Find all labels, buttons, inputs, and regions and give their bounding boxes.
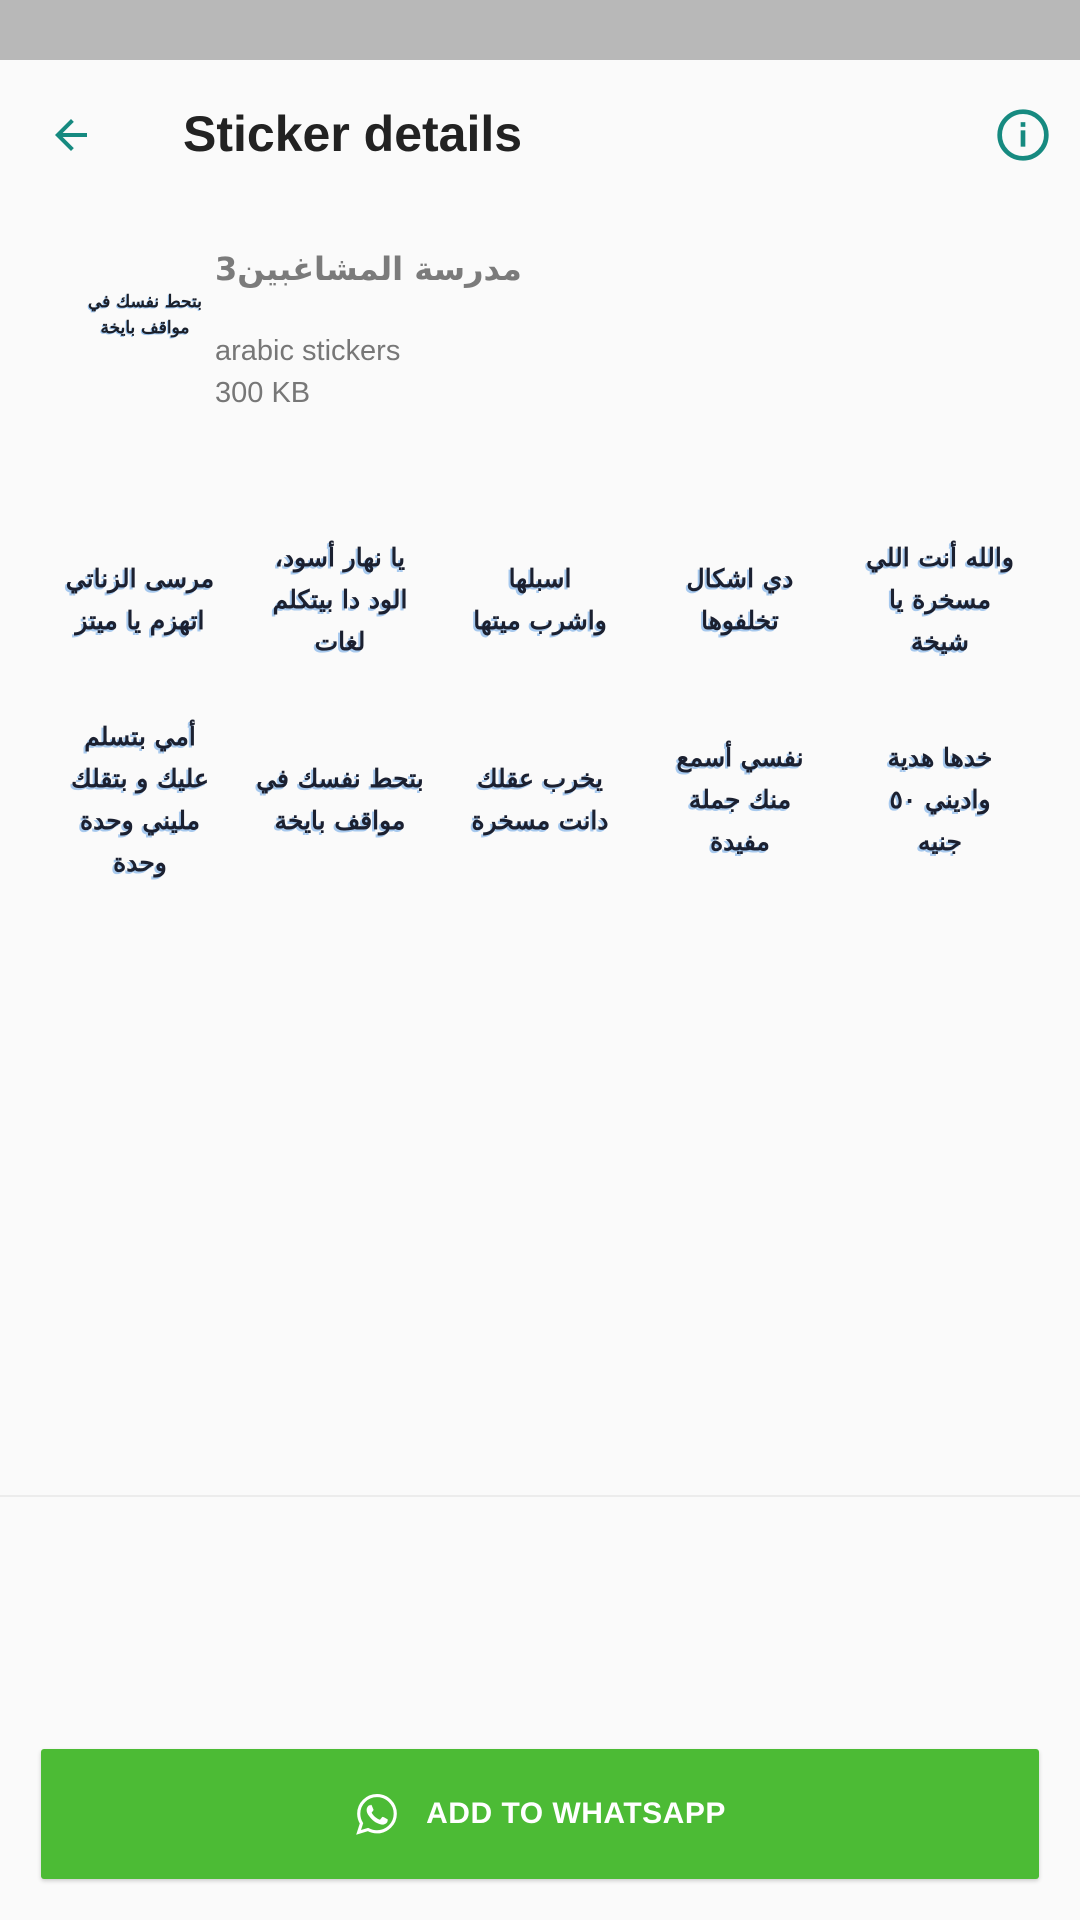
add-to-whatsapp-label: ADD TO WHATSAPP [426,1797,726,1830]
sticker-item[interactable] [640,500,840,700]
sticker-text: دي اشكال تخلفوها [686,564,794,635]
sticker-text: والله أنت اللي مسخرة يا شيخة [866,543,1014,656]
sticker-text: نفسي أسمع منك جملة مفيدة [676,743,804,856]
pack-tray-image [70,260,220,370]
arrow-back-icon [47,111,95,159]
sticker-item[interactable] [40,700,240,900]
page-title: Sticker details [183,106,523,162]
sticker-item[interactable] [640,700,840,900]
status-bar [0,0,1080,60]
sticker-text: يا نهار أسود، الود دا بيتكلم لغات [272,543,408,656]
info-icon [995,107,1051,163]
pack-header [0,230,1080,430]
pack-publisher: arabic stickers [215,335,401,367]
pack-name: مدرسة المشاغبين3 [215,250,522,288]
sticker-text: مرسى الزناتي اتهزم يا ميتز [65,564,215,635]
pack-size: 300 KB [215,377,311,409]
info-button[interactable] [988,100,1058,170]
sticker-item[interactable] [840,500,1040,700]
sticker-text: يخرب عقلك دانت مسخرة [471,764,609,835]
sticker-text: خدها هدية واديني ٥٠ جنيه [887,743,993,856]
sticker-text: بتحط نفسك في مواقف بايخة [256,764,424,835]
sticker-grid [40,500,1040,900]
app-bar [0,60,1080,210]
whatsapp-icon [354,1791,400,1837]
sticker-item[interactable] [440,700,640,900]
divider [0,1495,1080,1497]
sticker-item[interactable] [40,500,240,700]
sticker-text: اسبلها واشرب ميتها [473,564,607,635]
sticker-item[interactable] [240,700,440,900]
sticker-item[interactable] [440,500,640,700]
back-button[interactable] [36,100,106,170]
sticker-item[interactable] [240,500,440,700]
add-to-whatsapp-button[interactable] [41,1749,1039,1879]
sticker-text: أمي بتسلم عليك و بتقلك مليني وحدة وحدة [71,722,209,877]
pack-tray-text: بتحط نفسك في مواقف بايخة [88,292,202,338]
sticker-item[interactable] [840,700,1040,900]
